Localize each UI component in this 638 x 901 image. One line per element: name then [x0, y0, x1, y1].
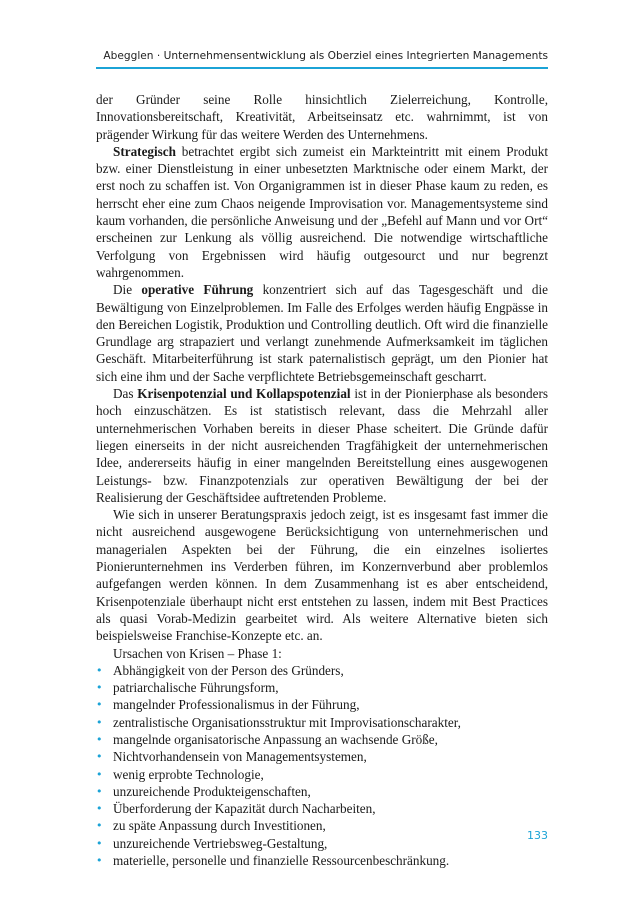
paragraph-2-text: betrachtet ergibt sich zumeist ein Markteintritt mit einem Produkt bzw. einer Dienstleistung in einer unbesetzten Marktnische oder einem Markt, der erst noch zu schaffen ist. Von Organigrammen ist in dieser Phase kaum zu reden, es herrscht eher eine zum Chaos neigende Improvisation vor. Managementsysteme sind kaum vorhanden, die persönliche Anweisung und der „Befehl auf Mann und vor Ort“ erscheinen zur Lenkung als völlig ausreichend. Die notwendige wirtschaftliche Verfolgung von Ergebnissen wird häufig outgesourct und nur begrenzt wahrgenommen.: [96, 143, 548, 280]
bullet-icon: •: [96, 732, 103, 746]
term-strategisch: Strategisch: [113, 143, 176, 159]
bullet-icon: •: [96, 715, 103, 729]
running-header: Abegglen · Unternehmensentwicklung als Oberziel eines Integrierten Managements: [103, 50, 548, 62]
paragraph-3-lead: Die: [113, 282, 142, 298]
list-item: [96, 696, 548, 713]
bullet-icon: •: [96, 681, 103, 695]
paragraph-3-text: konzentriert sich auf das Tagesgeschäft und die Bewältigung von Einzelproblemen. Im Falle des Erfolges werden häufig Engpässe in den Bereichen Logistik, Produktion und Controlling deutlich. Oft wird die finanzielle Grundlage arg strapaziert und verlangt zunehmende Aufmerksamkeit im täglichen Geschäft. Mitarbeiterführung ist stark paternalistisch geprägt, um den Pionier hat sich eine ihm und der Sache verpflichtete Betriebsgemeinschaft gescharrt.: [96, 282, 548, 384]
term-krisenpotenzial: Krisenpotenzial und Kollapspotenzial: [137, 386, 351, 402]
paragraph-2: [96, 143, 548, 281]
bullet-icon: •: [96, 698, 103, 712]
term-operative-fuehrung: operative Führung: [141, 282, 254, 298]
list-item-text: Überforderung der Kapazität durch Nacharbeiten,: [113, 801, 376, 817]
list-item-text: unzureichende Produkteigenschaften,: [113, 783, 311, 799]
bullet-icon: •: [96, 836, 103, 850]
list-item: [96, 662, 548, 679]
list-item-text: Nichtvorhandensein von Managementsystemen,: [113, 749, 367, 765]
crisis-causes-list: [96, 662, 548, 870]
list-item: [96, 783, 548, 800]
paragraph-1: der Gründer seine Rolle hinsichtlich Zielerreichung, Kontrolle, Innovationsbereitschaft, Kreativität, Arbeitseinsatz etc. wahrnimmt, ist von prägender Wirkung für das weitere Werden des Unternehmens.: [96, 92, 548, 142]
paragraph-5: Wie sich in unserer Beratungspraxis jedoch zeigt, ist es insgesamt fast immer die nicht ausreichend ausgewogene Berücksichtigung von unternehmerischen und managerialen Aspekten bei der Führung, die ein einzelnes isoliertes Pionierunternehmen ins Verderben führen, im Konzernverbund aber problemlos aufgefangen werden können. In dem Zusammenhang ist es aber entscheidend, Krisenpotenziale überhaupt nicht erst entstehen zu lassen, indem mit Best Practices als quasi Vorab-Medizin gearbeitet wird. Als weitere Alternative bieten sich beispielsweise Franchise-Konzepte etc. an.: [96, 507, 548, 644]
list-item: [96, 852, 548, 869]
list-item: [96, 714, 548, 731]
bullet-icon: •: [96, 750, 103, 764]
list-intro: Ursachen von Krisen – Phase 1:: [113, 645, 282, 661]
list-item: [96, 766, 548, 783]
list-item-text: zu späte Anpassung durch Investitionen,: [113, 818, 326, 834]
list-item-text: materielle, personelle und finanzielle Ressourcenbeschränkung.: [113, 853, 450, 869]
header-rule: [96, 67, 548, 69]
list-item-text: patriarchalische Führungsform,: [113, 680, 279, 696]
bullet-icon: •: [96, 819, 103, 833]
list-item-text: mangelnde organisatorische Anpassung an wachsende Größe,: [113, 731, 438, 747]
list-item-text: unzureichende Vertriebsweg-Gestaltung,: [113, 835, 328, 851]
bullet-icon: •: [96, 802, 103, 816]
list-item: [96, 817, 548, 834]
list-item-text: wenig erprobte Technologie,: [113, 766, 264, 782]
list-item-text: mangelnder Professionalismus in der Führung,: [113, 697, 360, 713]
paragraph-3: [96, 281, 548, 385]
bullet-icon: •: [96, 663, 103, 677]
bullet-icon: •: [96, 767, 103, 781]
list-item-text: Abhängigkeit von der Person des Gründers,: [113, 662, 344, 678]
paragraph-4: [96, 385, 548, 506]
page-number: 133: [527, 829, 548, 842]
paragraph-4-text: ist in der Pionierphase als besonders hoch einzuschätzen. Es ist statistisch relevant, dass die Mehrzahl aller unternehmerischen Vorhaben bereits in dieser Phase scheitert. Die Gründe dafür liegen einerseits in der nicht ausreichenden Tragfähigkeit der unternehmerischen Idee, andererseits häufig in einer mangelnden Bereitstellung eines ausgewogenen Leistungs- bzw. Finanzpotenzials zur operativen Bewältigung der bei der Realisierung der Geschäftsidee auftretenden Probleme.: [96, 386, 548, 505]
bullet-icon: •: [96, 784, 103, 798]
paragraph-4-lead: Das: [113, 386, 138, 402]
body-text: [96, 91, 548, 869]
list-item: [96, 800, 548, 817]
list-item: [96, 748, 548, 765]
list-item: [96, 731, 548, 748]
list-item: [96, 679, 548, 696]
bullet-icon: •: [96, 854, 103, 868]
list-item: [96, 835, 548, 852]
list-item-text: zentralistische Organisationsstruktur mit Improvisationscharakter,: [113, 714, 461, 730]
